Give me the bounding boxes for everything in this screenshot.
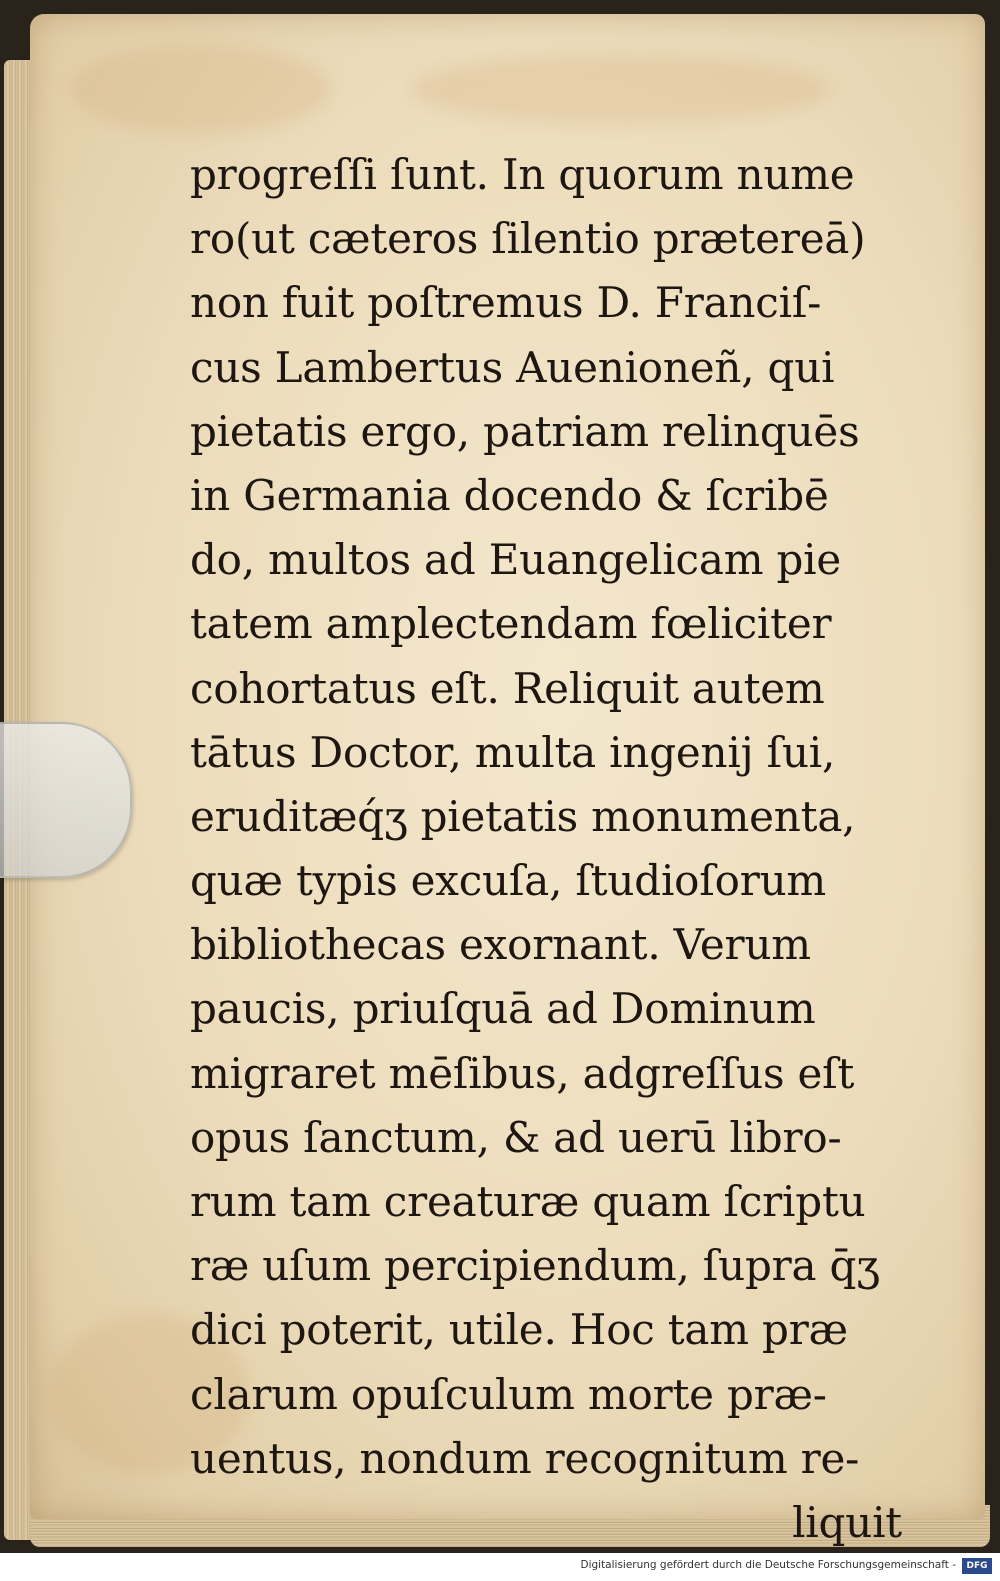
text-line: migraret mēſibus, adgreſſus eſt [190,1048,855,1098]
text-line: clarum opuſculum morte præ- [190,1369,827,1419]
catchword: liquit [792,1497,902,1547]
text-line: quæ typis excuſa, ſtudioſorum [190,856,827,906]
paper-stain [70,44,330,134]
page-text [190,143,910,1555]
text-line: ro(ut cæteros ſilentio prætereā) [190,214,866,264]
text-line: cus Lambertus Auenioneñ, qui [190,342,835,392]
text-line: ræ uſum percipiendum, ſupra q̄ʒ [190,1241,880,1291]
paper-stain [410,54,830,124]
text-line: progreſſi ſunt. In quorum nume [190,150,855,199]
digitization-footer [0,1553,1000,1581]
page-clip [0,722,132,878]
text-line: dici poterit, utile. Hoc tam præ [190,1305,848,1355]
footer-credit: Digitalisierung gefördert durch die Deutsche Forschungsgemeinschaft - [580,1559,956,1571]
text-line: paucis, priuſquā ad Dominum [190,984,816,1034]
text-line: in Germania docendo & ſcribē [190,470,829,520]
text-line: tātus Doctor, multa ingenij ſui, [190,727,836,777]
text-line: opus ſanctum, & ad uerū libro- [190,1112,842,1162]
text-line: cohortatus eſt. Reliquit autem [190,663,825,713]
text-line: eruditæq́ʒ pietatis monumenta, [190,791,856,841]
text-line: tatem amplectendam fœliciter [190,599,832,649]
text-line: do, multos ad Euangelicam pie [190,535,842,585]
text-line: non fuit poſtremus D. Franciſ- [190,278,822,328]
dfg-logo: DFG [962,1558,992,1574]
text-line: uentus, nondum recognitum re- [190,1433,860,1483]
text-line: rum tam creaturæ quam ſcriptu [190,1177,866,1226]
text-line: pietatis ergo, patriam relinquēs [190,406,860,456]
text-line: bibliothecas exornant. Verum [190,920,811,970]
